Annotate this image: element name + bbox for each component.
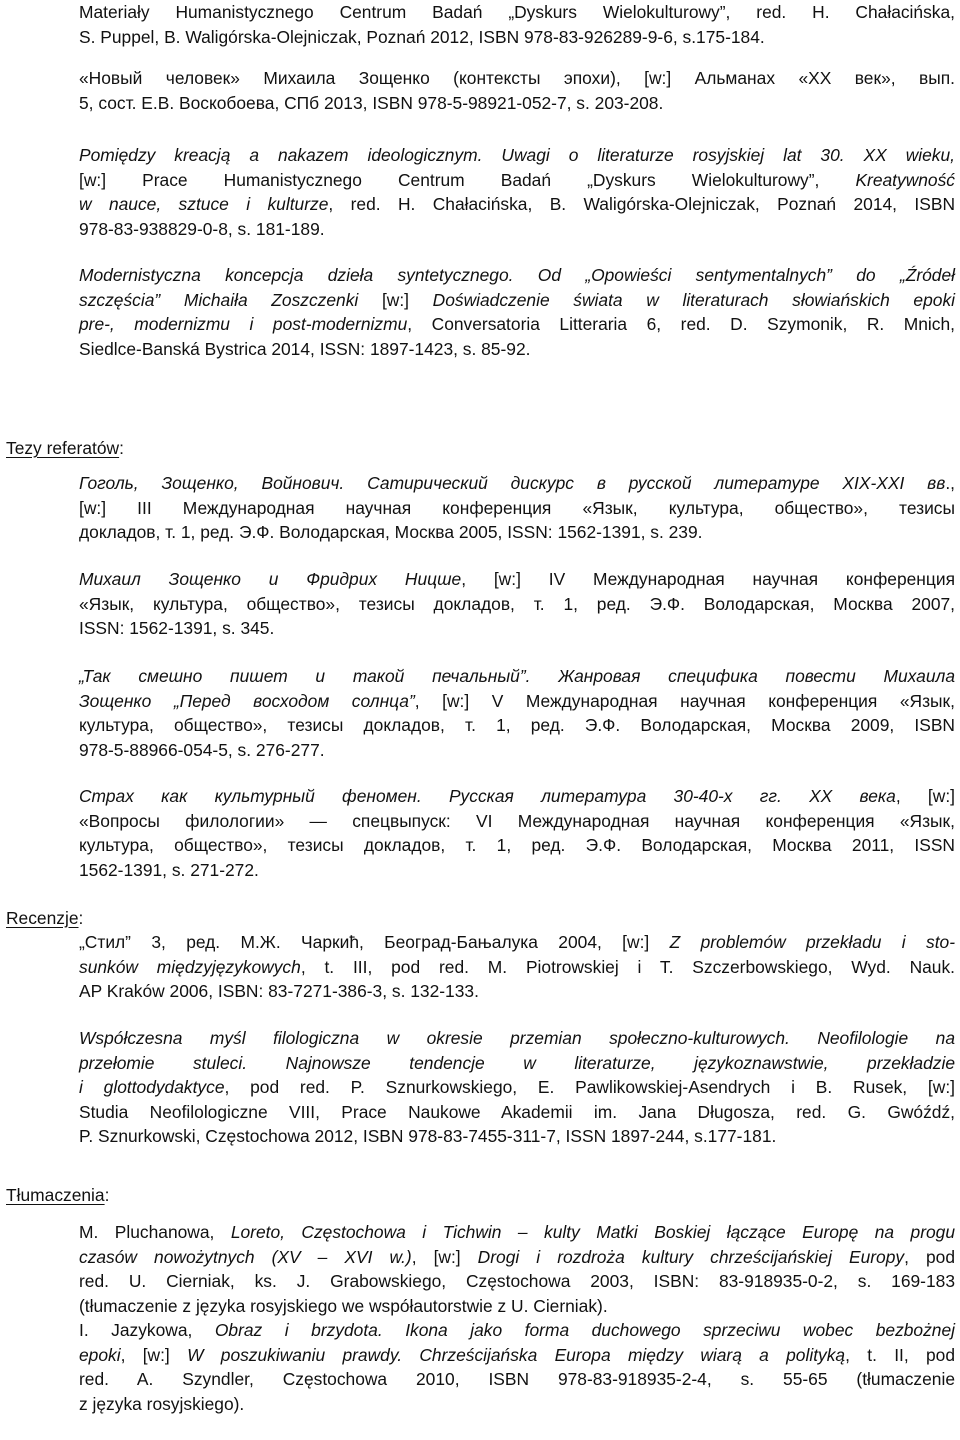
citation-text: , [w:] — [120, 1344, 188, 1365]
title-text: Kreatywność — [855, 169, 955, 190]
section-label-tezy — [6, 436, 124, 461]
bibliography-entry — [79, 1318, 955, 1416]
bibliography-entry — [79, 0, 955, 49]
entry-line — [79, 1318, 955, 1343]
title-text: Modernistyczna koncepcja dzieła syntetycznego. Od „Opowieści sentymentalnych” do „Źródeł — [79, 265, 955, 285]
bibliography-entry — [79, 471, 955, 545]
bibliography-entry — [79, 784, 955, 882]
bibliography-entry — [79, 1220, 955, 1318]
citation-text: , red. H. Chałacińska, B. Waligórska-Olejniczak, Poznań 2014, ISBN — [328, 194, 955, 215]
entry-line — [79, 784, 955, 809]
entry-line — [79, 66, 955, 91]
bibliography-entry — [79, 664, 955, 762]
citation-text: [w:] III Международная научная конференция «Язык, культура, общество», тезисы — [79, 497, 955, 518]
citation-text: [w:] — [381, 289, 433, 310]
entry-line — [79, 833, 955, 858]
citation-text: , [w:] — [411, 1246, 478, 1267]
entry-line — [79, 1075, 955, 1100]
citation-text: 5, сост. Е.В. Воскобоева, СПб 2013, ISBN 978-5-98921-052-7, s. 203-208. — [79, 92, 664, 113]
section-label-recenzje — [6, 906, 83, 931]
entry-line — [79, 312, 955, 337]
entry-line — [79, 471, 955, 496]
bibliography-entry — [79, 143, 955, 241]
entry-line — [79, 1343, 955, 1368]
bibliography-entry — [79, 66, 955, 115]
title-text: Гоголь, Зощенко, Войнович. Сатирический дискурс в русской литературе XIX-XXI вв — [79, 473, 946, 493]
entry-line — [79, 809, 955, 834]
citation-text: «Вопросы филологии» — спецвыпуск: VI Международная научная конференция «Язык, — [79, 810, 955, 831]
bibliography-entry — [79, 1026, 955, 1149]
entry-line — [79, 1392, 955, 1417]
citation-text: „Стил” 3, ред. М.Ж. Чаркић, Београд-Бањалука 2004, [w:] — [79, 932, 670, 952]
entry-line — [79, 955, 955, 980]
citation-text: культура, общество», тезисы докладов, т. 1, ред. Э.Ф. Володарская, Москва 2011, ISSN — [79, 835, 955, 856]
entry-line — [79, 858, 955, 883]
entry-line — [79, 0, 955, 25]
citation-text: , [w:] IV Международная научная конференция — [461, 569, 955, 589]
entry-line — [79, 713, 955, 738]
title-text: „Так смешно пишет и такой печальный”. Жанровая специфика повести Михаила — [79, 666, 955, 686]
citation-text: S. Puppel, B. Waligórska-Olejniczak, Poznań 2012, ISBN 978-83-926289-9-6, s.175-184. — [79, 26, 765, 47]
citation-text: культура, общество», тезисы докладов, т. 1, ред. Э.Ф. Володарская, Москва 2009, ISBN — [79, 715, 955, 736]
entry-line — [79, 143, 955, 168]
entry-line — [79, 25, 955, 50]
entry-line — [79, 217, 955, 242]
citation-text: red. A. Szyndler, Częstochowa 2010, ISBN 978-83-918935-2-4, s. 55-65 (tłumaczenie — [79, 1369, 955, 1390]
entry-line — [79, 738, 955, 763]
title-text: Drogi i rozdroża kultury chrześcijańskiej Europy — [477, 1246, 905, 1267]
title-text: szczęścia” Michaiła Zoszczenki — [79, 289, 382, 310]
citation-text: P. Sznurkowski, Częstochowa 2012, ISBN 978-83-7455-311-7, ISSN 1897-244, s.177-181. — [79, 1126, 777, 1147]
citation-text: «Язык, культура, общество», тезисы докладов, т. 1, ред. Э.Ф. Володарская, Москва 2007, — [79, 593, 955, 614]
entry-line — [79, 168, 955, 193]
title-text: i glottodydaktyce — [79, 1077, 225, 1098]
citation-text: Studia Neofilologiczne VIII, Prace Naukowe Akademii im. Jana Długosza, red. G. Gwóźdź, — [79, 1101, 955, 1122]
title-text: pre-, modernizmu i post-modernizmu — [79, 314, 408, 335]
entry-line — [79, 1124, 955, 1149]
entry-line — [79, 91, 955, 116]
title-text: epoki — [79, 1344, 121, 1365]
citation-text: 1562-1391, s. 271-272. — [79, 859, 259, 880]
citation-text: Siedlce-Banská Bystrica 2014, ISSN: 1897-1423, s. 85-92. — [79, 338, 531, 359]
citation-text: , t. II, pod — [845, 1344, 955, 1365]
title-text: Z problemów przekładu i sto- — [669, 932, 955, 952]
section-label-colon: : — [104, 1185, 110, 1205]
entry-line — [79, 689, 955, 714]
entry-line — [79, 592, 955, 617]
entry-line — [79, 1294, 955, 1319]
bibliography-entry — [79, 930, 955, 1004]
citation-text: ISSN: 1562-1391, s. 345. — [79, 618, 275, 639]
citation-text: , pod red. P. Sznurkowskiego, E. Pawlikowskiej-Asendrych i B. Rusek, [w:] — [224, 1077, 955, 1098]
entry-line — [79, 1026, 955, 1051]
title-text: w nauce, sztuce i kulturze — [79, 194, 329, 215]
title-text: Loreto, Częstochowa i Tichwin – kulty Matki Boskiej łączące Europę na progu — [230, 1222, 956, 1242]
section-label-colon: : — [119, 438, 124, 458]
citation-text: 978-5-88966-054-5, s. 276-277. — [79, 739, 325, 760]
title-text: przełomie stuleci. Najnowsze tendencje w literaturze, językoznawstwie, przekładzie — [79, 1052, 955, 1073]
entry-line — [79, 930, 955, 955]
entry-line — [79, 1269, 955, 1294]
citation-text: (tłumaczenie z języka rosyjskiego we współautorstwie z U. Cierniak). — [79, 1295, 608, 1316]
citation-text: , t. III, pod red. M. Piotrowskiej i T. Szczerbowskiego, Wyd. Nauk. — [300, 956, 956, 977]
citation-text: , Conversatoria Litteraria 6, red. D. Szymonik, R. Mnich, — [407, 314, 955, 335]
citation-text: Materiały Humanistycznego Centrum Badań „Dyskurs Wielokulturowy”, red. H. Chałacińska, — [79, 2, 955, 22]
entry-line — [79, 263, 955, 288]
section-label-text: Recenzje — [6, 908, 79, 928]
entry-line — [79, 1367, 955, 1392]
entry-line — [79, 520, 955, 545]
citation-text: , [w:] V Международная научная конференция «Язык, — [414, 690, 955, 711]
entry-line — [79, 1051, 955, 1076]
title-text: Obraz i brzydota. Ikona jako forma duchowego sprzeciwu wobec bezbożnej — [214, 1320, 956, 1340]
citation-text: докладов, т. 1, ред. Э.Ф. Володарская, Москва 2005, ISSN: 1562-1391, s. 239. — [79, 522, 703, 543]
entry-line — [79, 616, 955, 641]
citation-text: red. U. Cierniak, ks. J. Grabowskiego, Częstochowa 2003, ISBN: 83-918935-0-2, s. 169-183 — [79, 1271, 955, 1292]
citation-text: ., — [945, 473, 955, 493]
citation-text: , pod — [904, 1246, 955, 1267]
title-text: Pomiędzy kreacją a nakazem ideologicznym. Uwagi o literaturze rosyjskiej lat 30. XX wieku, — [79, 145, 955, 165]
citation-text: M. Pluchanowa, — [79, 1222, 231, 1242]
citation-text: [w:] Prace Humanistycznego Centrum Badań „Dyskurs Wielokulturowy”, — [79, 169, 856, 190]
title-text: Зощенко „Перед восходом солнца” — [79, 690, 415, 711]
entry-line — [79, 979, 955, 1004]
title-text: Współczesna myśl filologiczna w okresie przemian społeczno-kulturowych. Neofilologie na — [79, 1028, 955, 1048]
citation-text: AP Kraków 2006, ISBN: 83-7271-386-3, s. 132-133. — [79, 981, 479, 1002]
citation-text: z języka rosyjskiego). — [79, 1393, 245, 1414]
entry-line — [79, 567, 955, 592]
citation-text: , [w:] — [895, 786, 955, 806]
citation-text: 978-83-938829-0-8, s. 181-189. — [79, 218, 325, 239]
section-label-colon: : — [78, 908, 84, 928]
entry-line — [79, 337, 955, 362]
citation-text: «Новый человек» Михаила Зощенко (контексты эпохи), [w:] Альманах «XX век», вып. — [79, 68, 955, 88]
section-label-text: Tezy referatów — [6, 438, 120, 458]
section-label-tlumaczenia — [6, 1183, 109, 1208]
entry-line — [79, 288, 955, 313]
entry-line — [79, 664, 955, 689]
title-text: czasów nowożytnych (XV – XVI w.) — [79, 1246, 412, 1267]
entry-line — [79, 1100, 955, 1125]
entry-line — [79, 1245, 955, 1270]
bibliography-entry — [79, 263, 955, 361]
bibliography-entry — [79, 567, 955, 641]
entry-line — [79, 496, 955, 521]
title-text: W poszukiwaniu prawdy. Chrześcijańska Europa między wiarą a polityką — [187, 1344, 846, 1365]
title-text: Страх как культурный феномен. Русская литература 30-40-х гг. XX века — [79, 786, 896, 806]
section-label-text: Tłumaczenia — [6, 1185, 105, 1205]
entry-line — [79, 1220, 955, 1245]
title-text: sunków międzyjęzykowych — [79, 956, 301, 977]
title-text: Doświadczenie świata w literaturach słowiańskich epoki — [432, 289, 955, 310]
title-text: Михаил Зощенко и Фридрих Ницше — [79, 569, 462, 589]
entry-line — [79, 192, 955, 217]
citation-text: I. Jazykowa, — [79, 1320, 215, 1340]
